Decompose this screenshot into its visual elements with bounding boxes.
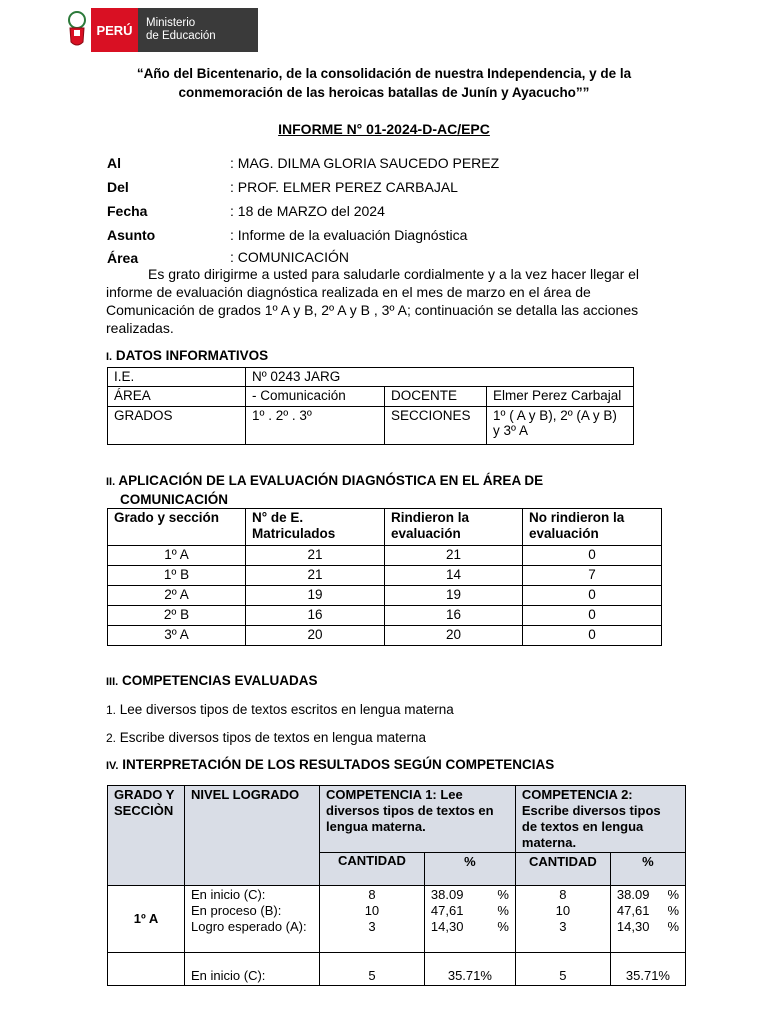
- table-cell: 1º A: [108, 886, 185, 953]
- section2-title-line2: COMUNICACIÓN: [120, 492, 228, 507]
- table-cell: 35.71%: [610, 953, 685, 986]
- section3-heading: [106, 673, 318, 688]
- table-cell: GRADOS: [108, 407, 246, 445]
- table-cell: 16: [385, 606, 523, 626]
- table-cell: 5: [320, 953, 425, 986]
- percent-sign: %: [497, 887, 509, 902]
- table-cell: 1º A: [108, 546, 246, 566]
- field-label-al: Al: [107, 155, 121, 171]
- peru-label: PERÚ: [91, 8, 138, 52]
- percent-line: [617, 887, 679, 903]
- field-label-fecha: Fecha: [107, 203, 148, 219]
- section1-num: I.: [106, 351, 113, 363]
- table-cell: Nº 0243 JARG: [246, 368, 634, 387]
- percent-value: 47,61: [616, 903, 650, 918]
- table-cell: 16: [246, 606, 385, 626]
- column-header: CANTIDAD: [320, 853, 425, 886]
- table-row: [108, 566, 662, 586]
- count-value: 8: [559, 887, 567, 902]
- percent-value: 38.09: [430, 887, 464, 902]
- field-value-area: : COMUNICACIÓN: [230, 249, 349, 265]
- level-label: En proceso (B):: [191, 903, 282, 918]
- field-value-fecha: : 18 de MARZO del 2024: [230, 203, 385, 219]
- table-row: [108, 953, 686, 986]
- table-cell: [320, 886, 425, 953]
- percent-value: 14,30: [616, 919, 650, 934]
- field-label-del: Del: [107, 179, 129, 195]
- table-cell: 1º ( A y B), 2º (A y B) y 3º A: [487, 407, 634, 445]
- table-cell: 35.71%: [424, 953, 515, 986]
- field-value-al: : MAG. DILMA GLORIA SAUCEDO PEREZ: [230, 155, 500, 171]
- column-header: %: [424, 853, 515, 886]
- count-value: 10: [364, 903, 380, 918]
- table-row: [108, 546, 662, 566]
- percent-line: [431, 887, 509, 903]
- section4-num: IV.: [106, 760, 119, 772]
- table-cell: - Comunicación: [246, 387, 385, 407]
- count-value: 3: [368, 919, 376, 934]
- competency-text-2: Escribe diversos tipos de textos en lengua materna: [119, 730, 426, 745]
- evaluation-table: [107, 508, 662, 646]
- table-row: [108, 387, 634, 407]
- table-cell: I.E.: [108, 368, 246, 387]
- table-cell: [610, 886, 685, 953]
- table-cell: 3º A: [108, 626, 246, 646]
- table-cell: 21: [385, 546, 523, 566]
- table-cell: 2º B: [108, 606, 246, 626]
- column-header: CANTIDAD: [515, 853, 610, 886]
- table-cell: 19: [385, 586, 523, 606]
- field-label-asunto: Asunto: [107, 227, 156, 243]
- level-label: Logro esperado (A):: [191, 919, 307, 934]
- report-title: INFORME N° 01-2024-D-AC/EPC: [278, 121, 490, 137]
- table-cell: [185, 886, 320, 953]
- table-cell: [515, 886, 610, 953]
- table-row: [108, 368, 634, 387]
- column-header: Rindieron la evaluación: [385, 509, 523, 546]
- table-cell: 0: [523, 626, 662, 646]
- table-cell: 21: [246, 546, 385, 566]
- section2-heading: [106, 472, 543, 509]
- percent-sign: %: [497, 919, 509, 934]
- table-cell: SECCIONES: [385, 407, 487, 445]
- level-label: En inicio (C):: [191, 887, 266, 902]
- section1-heading: [106, 348, 268, 363]
- table-cell: 7: [523, 566, 662, 586]
- percent-sign: %: [667, 919, 679, 934]
- column-header: Grado y sección: [108, 509, 246, 546]
- field-label-area: Área: [107, 250, 139, 266]
- table-row: [108, 586, 662, 606]
- column-header: COMPETENCIA 1: Lee diversos tipos de textos en lengua materna.: [320, 786, 516, 853]
- table-cell: ÁREA: [108, 387, 246, 407]
- percent-line: [617, 919, 679, 935]
- table-cell: 20: [385, 626, 523, 646]
- competency-item-1: 1. Lee diversos tipos de textos escritos en lengua materna: [106, 702, 454, 717]
- ministry-name: [138, 8, 258, 52]
- column-header: NIVEL LOGRADO: [185, 786, 320, 886]
- intro-paragraph: [106, 265, 651, 337]
- table-cell: DOCENTE: [385, 387, 487, 407]
- table-cell: 14: [385, 566, 523, 586]
- competency-item-2: 2. Escribe diversos tipos de textos en lengua materna: [106, 730, 426, 745]
- ministry-line2: de Educación: [146, 30, 216, 42]
- national-seal-icon: [63, 8, 91, 52]
- percent-sign: %: [667, 903, 679, 918]
- count-value: 8: [368, 887, 376, 902]
- percent-sign: %: [667, 887, 679, 902]
- table-cell: 1º B: [108, 566, 246, 586]
- percent-value: 47,61: [430, 903, 464, 918]
- count-value: 3: [559, 919, 567, 934]
- ministry-line1: Ministerio: [146, 17, 196, 29]
- table-row: [108, 606, 662, 626]
- count-value: 10: [555, 903, 571, 918]
- section2-num: II.: [106, 476, 116, 488]
- table-header-row: [108, 509, 662, 546]
- table-row: [108, 407, 634, 445]
- table-row: [108, 626, 662, 646]
- table-cell: 19: [246, 586, 385, 606]
- table-cell: 0: [523, 606, 662, 626]
- section2-title-line1: APLICACIÓN DE LA EVALUACIÓN DIAGNÓSTICA EN EL ÁREA DE: [118, 473, 544, 488]
- column-header: %: [610, 853, 685, 886]
- intro-text: Es grato dirigirme a usted para saludarle cordialmente y a la vez hacer llegar el informe de evaluación diagnóstica realizada en el mes de marzo en el área de Comunicación de grados 1º A y B, 2º A y B , 3º A; continuación se detalla las acciones realizadas.: [106, 266, 640, 336]
- table-cell: 0: [523, 586, 662, 606]
- results-table: [107, 785, 686, 986]
- percent-line: [431, 903, 509, 919]
- section4-title: INTERPRETACIÓN DE LOS RESULTADOS SEGÚN COMPETENCIAS: [122, 757, 555, 772]
- table-cell: En inicio (C):: [185, 953, 320, 986]
- percent-value: 14,30: [430, 919, 464, 934]
- column-header: GRADO Y SECCIÒN: [108, 786, 185, 886]
- column-header: COMPETENCIA 2: Escribe diversos tipos de textos en lengua materna.: [515, 786, 685, 853]
- table-row: [108, 886, 686, 953]
- table-cell: [108, 953, 185, 986]
- percent-sign: %: [497, 903, 509, 918]
- column-header: No rindieron la evaluación: [523, 509, 662, 546]
- field-value-asunto: : Informe de la evaluación Diagnóstica: [230, 227, 468, 243]
- year-motto: “Año del Bicentenario, de la consolidación de nuestra Independencia, y de la conmemoración de las heroicas batallas de Junín y Ayacucho””: [136, 66, 632, 100]
- percent-line: [617, 903, 679, 919]
- section4-heading: [106, 757, 554, 772]
- table-cell: Elmer Perez Carbajal: [487, 387, 634, 407]
- table-cell: 0: [523, 546, 662, 566]
- table-cell: 20: [246, 626, 385, 646]
- table-cell: 21: [246, 566, 385, 586]
- section3-title: COMPETENCIAS EVALUADAS: [122, 673, 318, 688]
- competency-text-1: Lee diversos tipos de textos escritos en lengua materna: [119, 702, 454, 717]
- ministry-logo: [63, 8, 260, 52]
- field-value-del: : PROF. ELMER PEREZ CARBAJAL: [230, 179, 458, 195]
- table-cell: 5: [515, 953, 610, 986]
- table-cell: [424, 886, 515, 953]
- table-cell: 2º A: [108, 586, 246, 606]
- percent-value: 38.09: [616, 887, 650, 902]
- section1-title: DATOS INFORMATIVOS: [115, 348, 269, 363]
- percent-line: [431, 919, 509, 935]
- table-header-row: [108, 786, 686, 853]
- datos-informativos-table: [107, 367, 634, 445]
- section3-num: III.: [106, 676, 119, 688]
- table-cell: 1º . 2º . 3º: [246, 407, 385, 445]
- column-header: N° de E. Matriculados: [246, 509, 385, 546]
